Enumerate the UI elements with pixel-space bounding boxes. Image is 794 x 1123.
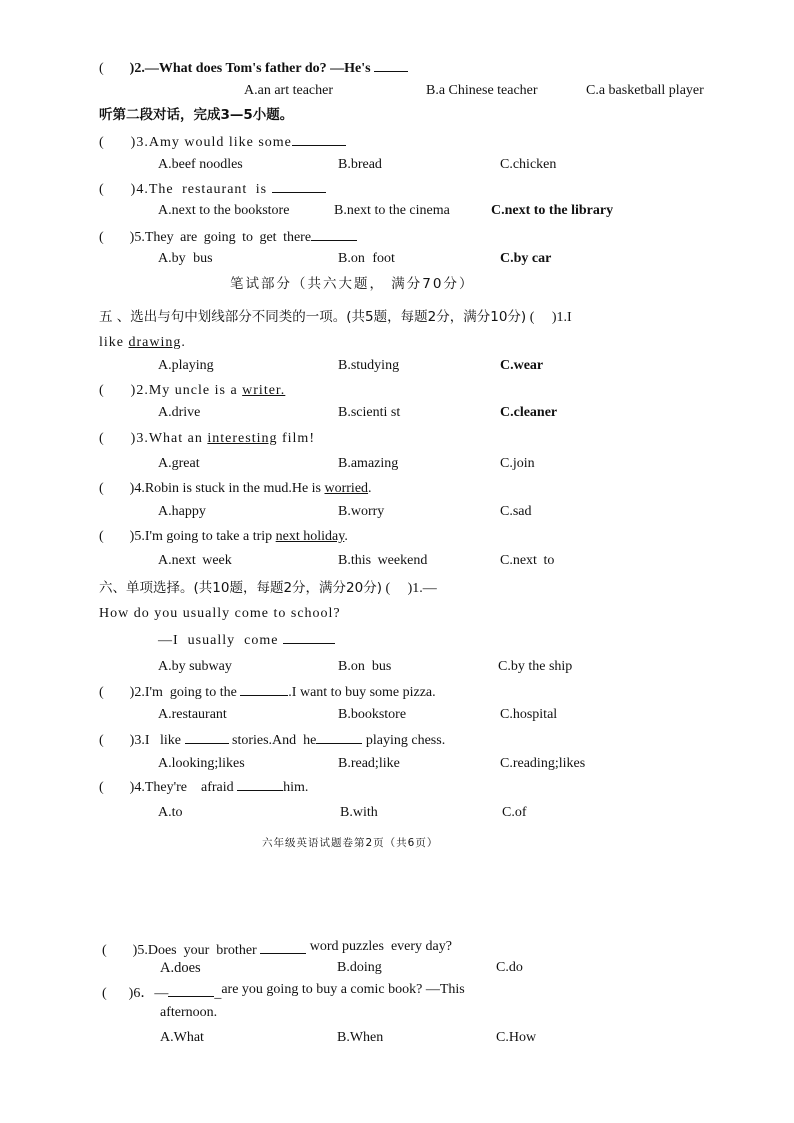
answer-blank[interactable] [240, 683, 288, 696]
question-number: ( )1.I [529, 310, 572, 325]
option-b: B.this weekend [338, 553, 428, 568]
option-c: C.of [502, 805, 527, 820]
p2-q5-line [102, 941, 452, 960]
s5-q1-cont [99, 334, 186, 352]
underlined-word: drawing [128, 335, 182, 350]
question-stem-end: him. [283, 780, 309, 795]
s6-q3-line [99, 731, 445, 750]
option-b: B.read;like [338, 756, 400, 771]
answer-blank[interactable] [237, 778, 283, 791]
option-a: A.restaurant [158, 707, 227, 722]
option-b: B.studying [338, 358, 400, 373]
question-stem: )3.I like [129, 733, 181, 748]
option-a: A.beef noodles [158, 157, 243, 172]
answer-stem: —I usually come [158, 633, 279, 648]
s5-q3-line [99, 430, 315, 448]
option-c: C.reading;likes [500, 756, 586, 771]
option-c: C.by the ship [498, 659, 573, 674]
option-b: B.bookstore [338, 707, 407, 722]
q3-line [99, 133, 346, 152]
option-b: B.with [340, 805, 378, 820]
s6-q1-answer-line [158, 631, 335, 650]
option-a: A.happy [158, 504, 206, 519]
option-a: A.What [160, 1030, 204, 1045]
option-c: C.How [496, 1030, 537, 1045]
option-c: C.join [500, 456, 535, 471]
option-b: B.When [337, 1030, 384, 1045]
question-stem-end: .I want to buy some pizza. [288, 685, 436, 700]
answer-blank[interactable] [185, 731, 229, 744]
question-stem: )6．— [128, 986, 169, 1001]
option-c: C.wear [500, 358, 544, 373]
answer-paren: ( [99, 431, 105, 446]
option-c: C.chicken [500, 157, 557, 172]
option-b: B.scienti st [338, 405, 401, 420]
option-a: A.by bus [158, 251, 213, 266]
q2-line [99, 59, 408, 78]
question-stem-end: word puzzles every day? [309, 939, 452, 954]
s5-q4-line [99, 480, 372, 498]
answer-blank[interactable] [292, 133, 346, 146]
question-stem: )2.My uncle is a [130, 383, 238, 398]
section6-heading-line [99, 579, 437, 598]
option-c: C.a basketball player [586, 83, 704, 98]
option-b: B.amazing [338, 456, 399, 471]
answer-paren: ( [99, 733, 104, 748]
p2-q6-line: ( )6．— _are you going to buy a comic book? —This [102, 982, 465, 1001]
question-stem: )3.Amy would like some [130, 135, 292, 150]
option-a: A.an art teacher [244, 83, 333, 98]
question-number: ( )1.— [385, 581, 437, 596]
punctuation: . [181, 335, 186, 350]
option-b: B.worry [338, 504, 385, 519]
s6-q2-line [99, 683, 436, 702]
answer-blank[interactable] [316, 731, 362, 744]
option-b: B.next to the cinema [334, 203, 450, 218]
answer-paren: ( [99, 685, 104, 700]
answer-paren: ( [99, 481, 104, 496]
page-footer: 六年级英语试题卷第2页（共6页） [262, 837, 439, 849]
question-stem: )2.I'm going to the [129, 685, 237, 700]
underlined-word: interesting [207, 431, 278, 446]
question-stem-end: are you going to buy a comic book? —This [221, 982, 465, 997]
option-c: C.cleaner [500, 405, 558, 420]
option-b: B.on bus [338, 659, 392, 674]
option-c: C.do [496, 960, 523, 975]
section5-heading-line [99, 308, 572, 327]
answer-paren: ( [99, 135, 105, 150]
dialogue-heading: 听第二段对话，完成3—5小题。 [99, 107, 294, 123]
question-stem-end: playing chess. [365, 733, 446, 748]
q5-line [99, 228, 357, 247]
question-stem-mid: stories.And he [232, 733, 317, 748]
option-c: C.next to [500, 553, 555, 568]
question-stem: )4.Robin is stuck in the mud.He is [129, 481, 321, 496]
question-stem: )5.Does your brother [132, 943, 257, 958]
written-section-heading: 笔试部分（共六大题， 满分70分） [230, 276, 475, 292]
answer-paren: ( [99, 529, 104, 544]
section6-heading: 六、单项选择。(共10题，每题2分，满分20分) [99, 580, 382, 596]
option-a: A.next week [158, 553, 232, 568]
question-stem: )5.I'm going to take a trip [129, 529, 273, 544]
option-b: B.bread [338, 157, 382, 172]
s5-q5-line [99, 528, 348, 546]
question-stem: —What does Tom's father do? —He's [144, 61, 371, 76]
option-a: A.great [158, 456, 200, 471]
question-stem: )3.What an [130, 431, 203, 446]
answer-paren: ( [99, 230, 104, 245]
question-number: )2. [129, 61, 145, 76]
question-stem-end: film! [281, 431, 315, 446]
underlined-word: worried [324, 481, 369, 496]
question-stem: )5.They are going to get there [129, 230, 312, 245]
punctuation: . [368, 481, 372, 496]
option-c: C.sad [500, 504, 532, 519]
option-b: B.doing [337, 960, 382, 975]
answer-blank[interactable] [272, 180, 326, 193]
question-stem: )4.They're afraid [129, 780, 234, 795]
option-a: A.next to the bookstore [158, 203, 290, 218]
answer-blank[interactable] [260, 941, 306, 954]
option-b: B.on foot [338, 251, 395, 266]
answer-paren: ( [99, 780, 104, 795]
s6-q4-line [99, 778, 308, 797]
underlined-word: writer. [242, 383, 286, 398]
option-c: C.hospital [500, 707, 558, 722]
q4-line [99, 180, 326, 199]
answer-blank[interactable] [283, 631, 335, 644]
option-a: A.by subway [158, 659, 232, 674]
answer-blank[interactable] [311, 228, 357, 241]
question-stem: )4.The restaurant is [130, 182, 268, 197]
option-a: A.drive [158, 405, 201, 420]
p2-q6-cont: afternoon. [160, 1005, 218, 1020]
answer-paren: ( [99, 182, 105, 197]
s5-q2-line [99, 382, 285, 400]
option-c: C.by car [500, 251, 552, 266]
question-stem: like [99, 335, 124, 350]
option-a: A.to [158, 805, 183, 820]
answer-blank[interactable] [168, 984, 214, 997]
option-a: A.playing [158, 358, 214, 373]
answer-blank[interactable] [374, 59, 408, 72]
punctuation: . [344, 529, 348, 544]
answer-paren: ( [99, 61, 104, 76]
s6-q1-stem: How do you usually come to school? [99, 606, 341, 621]
option-c: C.next to the library [491, 203, 614, 218]
option-a: A.looking;likes [158, 756, 245, 771]
answer-paren: ( [102, 943, 107, 958]
answer-paren: ( [102, 986, 107, 1001]
answer-paren: ( [99, 383, 105, 398]
option-b: B.a Chinese teacher [426, 83, 538, 98]
option-a: A.does [160, 960, 201, 976]
section5-heading: 五 、选出与句中划线部分不同类的一项。(共5题，每题2分，满分10分) [99, 309, 527, 325]
underlined-word: next holiday [275, 529, 345, 544]
